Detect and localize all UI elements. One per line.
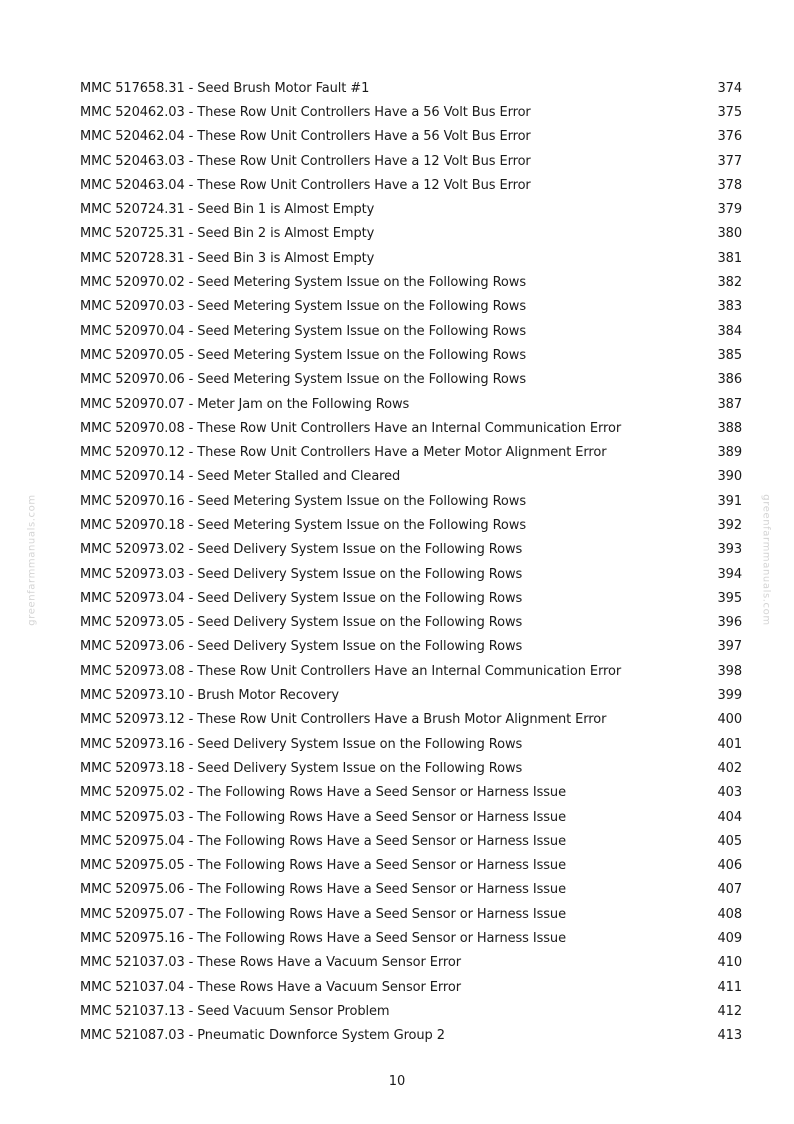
toc-entry-title: MMC 521037.03 - These Rows Have a Vacuum Sensor Error <box>80 955 461 971</box>
toc-entry-page: 383 <box>717 299 742 315</box>
toc-entry-page: 412 <box>717 1003 742 1019</box>
toc-entry-page: 387 <box>717 396 742 412</box>
toc-row[interactable] <box>80 392 742 416</box>
page-number: 10 <box>388 1074 406 1089</box>
toc-entry-page: 392 <box>717 517 742 533</box>
toc-entry-page: 385 <box>717 347 742 363</box>
toc-entry-page: 389 <box>717 445 742 461</box>
toc-entry-page: 384 <box>717 323 742 339</box>
toc-entry-page: 393 <box>717 542 742 558</box>
toc-row[interactable] <box>80 732 742 756</box>
toc-entry-page: 404 <box>717 809 742 825</box>
toc-entry-title: MMC 520973.18 - Seed Delivery System Issue on the Following Rows <box>80 760 523 776</box>
toc-row[interactable] <box>80 489 742 513</box>
toc-entry-title: MMC 520970.12 - These Row Unit Controllers Have a Meter Motor Alignment Error <box>80 445 607 461</box>
toc-entry-title: MMC 520973.06 - Seed Delivery System Issue on the Following Rows <box>80 639 523 655</box>
toc-row[interactable] <box>80 683 742 707</box>
toc-entry-page: 376 <box>717 129 742 145</box>
toc-entry-title: MMC 520975.04 - The Following Rows Have a Seed Sensor or Harness Issue <box>80 833 566 849</box>
toc-entry-title: MMC 520975.03 - The Following Rows Have a Seed Sensor or Harness Issue <box>80 809 566 825</box>
toc-row[interactable] <box>80 611 742 635</box>
toc-entry-title: MMC 520973.16 - Seed Delivery System Issue on the Following Rows <box>80 736 523 752</box>
toc-entry-title: MMC 520975.06 - The Following Rows Have a Seed Sensor or Harness Issue <box>80 882 566 898</box>
toc-row[interactable] <box>80 197 742 221</box>
toc-row[interactable] <box>80 173 742 197</box>
toc-entry-title: MMC 521037.13 - Seed Vacuum Sensor Problem <box>80 1003 390 1019</box>
toc-entry-page: 409 <box>717 931 742 947</box>
toc-row[interactable] <box>80 659 742 683</box>
toc-entry-title: MMC 520973.05 - Seed Delivery System Issue on the Following Rows <box>80 615 523 631</box>
toc-row[interactable] <box>80 878 742 902</box>
toc-entry-title: MMC 520975.16 - The Following Rows Have a Seed Sensor or Harness Issue <box>80 931 566 947</box>
toc-entry-page: 411 <box>717 979 742 995</box>
toc-entry-title: MMC 520973.03 - Seed Delivery System Issue on the Following Rows <box>80 566 523 582</box>
toc-entry-page: 378 <box>717 177 742 193</box>
toc-row[interactable] <box>80 295 742 319</box>
toc-row[interactable] <box>80 149 742 173</box>
toc-row[interactable] <box>80 416 742 440</box>
toc-entry-title: MMC 520970.06 - Seed Metering System Issue on the Following Rows <box>80 372 526 388</box>
toc-entry-title: MMC 520973.12 - These Row Unit Controllers Have a Brush Motor Alignment Error <box>80 712 607 728</box>
toc-entry-title: MMC 520970.14 - Seed Meter Stalled and Cleared <box>80 469 401 485</box>
toc-entry-page: 375 <box>717 104 742 120</box>
toc-row[interactable] <box>80 100 742 124</box>
toc-entry-page: 374 <box>717 80 742 96</box>
toc-row[interactable] <box>80 222 742 246</box>
toc-entry-title: MMC 520462.04 - These Row Unit Controllers Have a 56 Volt Bus Error <box>80 129 531 145</box>
toc-entry-title: MMC 520970.07 - Meter Jam on the Following Rows <box>80 396 410 412</box>
toc-entry-title: MMC 520973.04 - Seed Delivery System Issue on the Following Rows <box>80 590 523 606</box>
toc-entry-title: MMC 520970.02 - Seed Metering System Issue on the Following Rows <box>80 275 526 291</box>
toc-entry-page: 377 <box>717 153 742 169</box>
toc-entry-title: MMC 520970.16 - Seed Metering System Issue on the Following Rows <box>80 493 526 509</box>
toc-entry-title: MMC 520970.18 - Seed Metering System Issue on the Following Rows <box>80 517 526 533</box>
toc-row[interactable] <box>80 513 742 537</box>
toc-row[interactable] <box>80 829 742 853</box>
toc-row[interactable] <box>80 926 742 950</box>
toc-entry-page: 413 <box>717 1028 742 1044</box>
watermark-right: greenfarmmanuals.com <box>760 494 772 626</box>
toc-row[interactable] <box>80 76 742 100</box>
toc-entry-page: 405 <box>717 833 742 849</box>
toc-entry-page: 399 <box>717 688 742 704</box>
toc-entry-page: 382 <box>717 275 742 291</box>
toc-entry-page: 388 <box>717 420 742 436</box>
toc-row[interactable] <box>80 125 742 149</box>
toc-entry-page: 403 <box>717 785 742 801</box>
toc-entry-title: MMC 520970.03 - Seed Metering System Issue on the Following Rows <box>80 299 526 315</box>
toc-row[interactable] <box>80 805 742 829</box>
toc-entry-title: MMC 520973.08 - These Row Unit Controllers Have an Internal Communication Error <box>80 663 622 679</box>
toc-entry-title: MMC 517658.31 - Seed Brush Motor Fault #1 <box>80 80 370 96</box>
toc-entry-page: 406 <box>717 858 742 874</box>
toc-entry-title: MMC 520725.31 - Seed Bin 2 is Almost Empty <box>80 226 375 242</box>
table-of-contents <box>80 76 742 1048</box>
toc-entry-title: MMC 520975.05 - The Following Rows Have a Seed Sensor or Harness Issue <box>80 858 566 874</box>
toc-entry-title: MMC 520463.04 - These Row Unit Controllers Have a 12 Volt Bus Error <box>80 177 531 193</box>
toc-entry-page: 408 <box>717 906 742 922</box>
toc-row[interactable] <box>80 635 742 659</box>
toc-row[interactable] <box>80 440 742 464</box>
toc-row[interactable] <box>80 343 742 367</box>
toc-row[interactable] <box>80 465 742 489</box>
toc-entry-page: 396 <box>717 615 742 631</box>
toc-row[interactable] <box>80 586 742 610</box>
toc-entry-page: 407 <box>717 882 742 898</box>
toc-entry-page: 380 <box>717 226 742 242</box>
toc-entry-title: MMC 520973.02 - Seed Delivery System Issue on the Following Rows <box>80 542 523 558</box>
toc-entry-title: MMC 520975.07 - The Following Rows Have a Seed Sensor or Harness Issue <box>80 906 566 922</box>
toc-row[interactable] <box>80 1024 742 1048</box>
toc-entry-title: MMC 520970.04 - Seed Metering System Issue on the Following Rows <box>80 323 526 339</box>
toc-row[interactable] <box>80 975 742 999</box>
toc-row[interactable] <box>80 902 742 926</box>
toc-row[interactable] <box>80 246 742 270</box>
toc-entry-page: 379 <box>717 202 742 218</box>
watermark-left: greenfarmmanuals.com <box>26 494 38 626</box>
toc-entry-page: 410 <box>717 955 742 971</box>
toc-entry-page: 391 <box>717 493 742 509</box>
toc-entry-page: 395 <box>717 590 742 606</box>
toc-entry-title: MMC 521087.03 - Pneumatic Downforce System Group 2 <box>80 1028 445 1044</box>
toc-row[interactable] <box>80 538 742 562</box>
toc-entry-page: 394 <box>717 566 742 582</box>
toc-entry-page: 398 <box>717 663 742 679</box>
toc-row[interactable] <box>80 319 742 343</box>
toc-entry-page: 400 <box>717 712 742 728</box>
toc-row[interactable] <box>80 999 742 1023</box>
toc-entry-title: MMC 520975.02 - The Following Rows Have a Seed Sensor or Harness Issue <box>80 785 566 801</box>
toc-entry-page: 386 <box>717 372 742 388</box>
toc-entry-title: MMC 520724.31 - Seed Bin 1 is Almost Empty <box>80 202 375 218</box>
toc-entry-page: 381 <box>717 250 742 266</box>
toc-entry-page: 402 <box>717 760 742 776</box>
toc-entry-title: MMC 520970.05 - Seed Metering System Issue on the Following Rows <box>80 347 526 363</box>
toc-entry-title: MMC 520970.08 - These Row Unit Controllers Have an Internal Communication Error <box>80 420 622 436</box>
toc-entry-title: MMC 520728.31 - Seed Bin 3 is Almost Empty <box>80 250 375 266</box>
toc-row[interactable] <box>80 368 742 392</box>
toc-row[interactable] <box>80 951 742 975</box>
toc-entry-page: 397 <box>717 639 742 655</box>
toc-entry-title: MMC 520973.10 - Brush Motor Recovery <box>80 688 339 704</box>
toc-row[interactable] <box>80 781 742 805</box>
toc-row[interactable] <box>80 270 742 294</box>
toc-entry-page: 401 <box>717 736 742 752</box>
toc-row[interactable] <box>80 756 742 780</box>
toc-row[interactable] <box>80 854 742 878</box>
toc-entry-title: MMC 521037.04 - These Rows Have a Vacuum Sensor Error <box>80 979 461 995</box>
toc-row[interactable] <box>80 708 742 732</box>
toc-row[interactable] <box>80 562 742 586</box>
toc-entry-title: MMC 520463.03 - These Row Unit Controllers Have a 12 Volt Bus Error <box>80 153 531 169</box>
toc-entry-page: 390 <box>717 469 742 485</box>
toc-entry-title: MMC 520462.03 - These Row Unit Controllers Have a 56 Volt Bus Error <box>80 104 531 120</box>
